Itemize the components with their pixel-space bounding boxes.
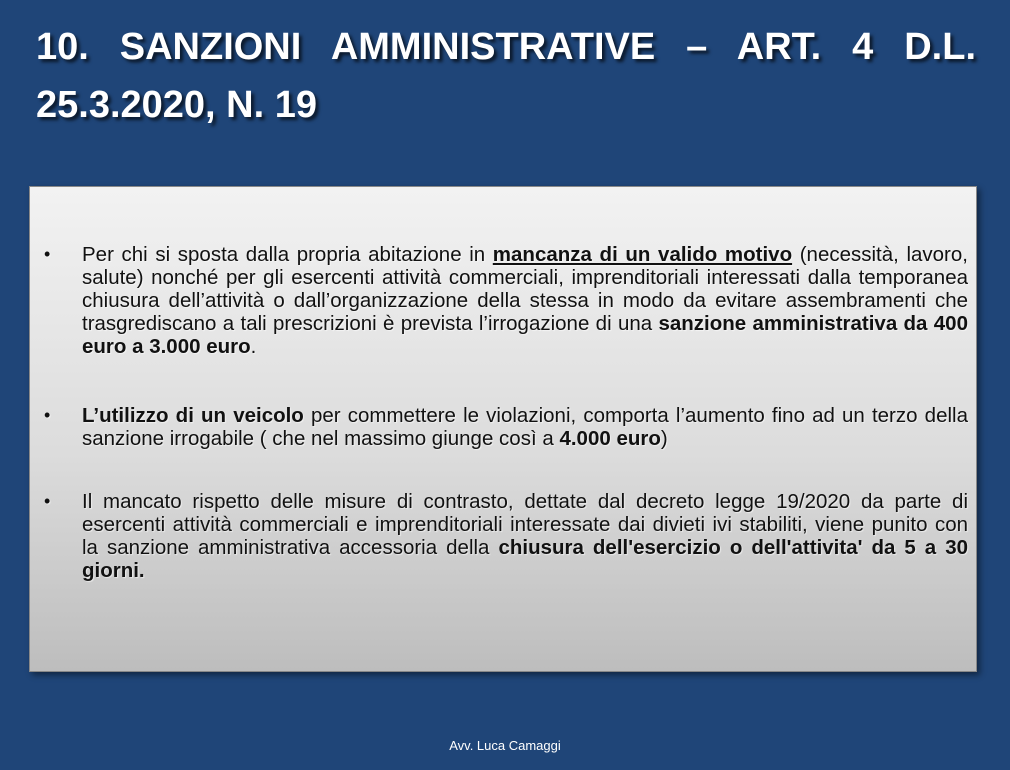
bullet-text-emphasis: mancanza di un valido motivo: [492, 243, 793, 266]
bullet-list: [30, 243, 976, 582]
bullet-text-emphasis: chiusura dell'esercizio o dell'attivita' da 5 a 30 giorni.: [82, 536, 968, 582]
bullet-text-emphasis: L’utilizzo di un veicolo: [82, 404, 304, 427]
bullet-dot-icon: •: [44, 491, 51, 511]
bullet-text: Per chi si sposta dalla propria abitazione in: [82, 243, 493, 266]
bullet-text-emphasis: sanzione amministrativa da 400 euro a 3.000 euro: [82, 312, 968, 358]
bullet-text-emphasis: 4.000 euro: [559, 427, 661, 450]
footer-author: Avv. Luca Camaggi: [449, 738, 561, 753]
slide-title: 10. SANZIONI AMMINISTRATIVE – ART. 4 D.L. 25.3.2020, N. 19: [36, 26, 976, 126]
bullet-dot-icon: •: [44, 244, 51, 264]
bullet-text: .: [250, 335, 257, 358]
bullet-text: ): [660, 427, 668, 450]
bullet-item: [30, 404, 976, 450]
content-box: [29, 186, 977, 672]
bullet-text: per commettere le violazioni, comporta l’aumento fino ad un terzo della sanzione irrogabile ( che nel massimo giunge così a: [82, 404, 968, 450]
bullet-item: [30, 490, 976, 582]
bullet-dot-icon: •: [44, 405, 51, 425]
bullet-item: [30, 243, 976, 358]
bullet-text: sanzione amministrativa accessoria della: [97, 536, 499, 559]
bullet-text: (necessità, lavoro, salute) nonché per gli esercenti attività commerciali, imprenditoriali interessati dalla temporanea chiusura dell’attività o dall’organizzazione della stessa in modo da evitare assembramenti che trasgrediscano a tali prescrizioni è prevista l’irrogazione di una: [82, 243, 968, 335]
bullet-text: Il mancato rispetto delle misure di contrasto, dettate dal decreto legge 19/2020 da parte di esercenti attività commerciali e imprenditoriali interessate dai divieti ivi stabiliti, viene punito con la: [82, 490, 968, 559]
